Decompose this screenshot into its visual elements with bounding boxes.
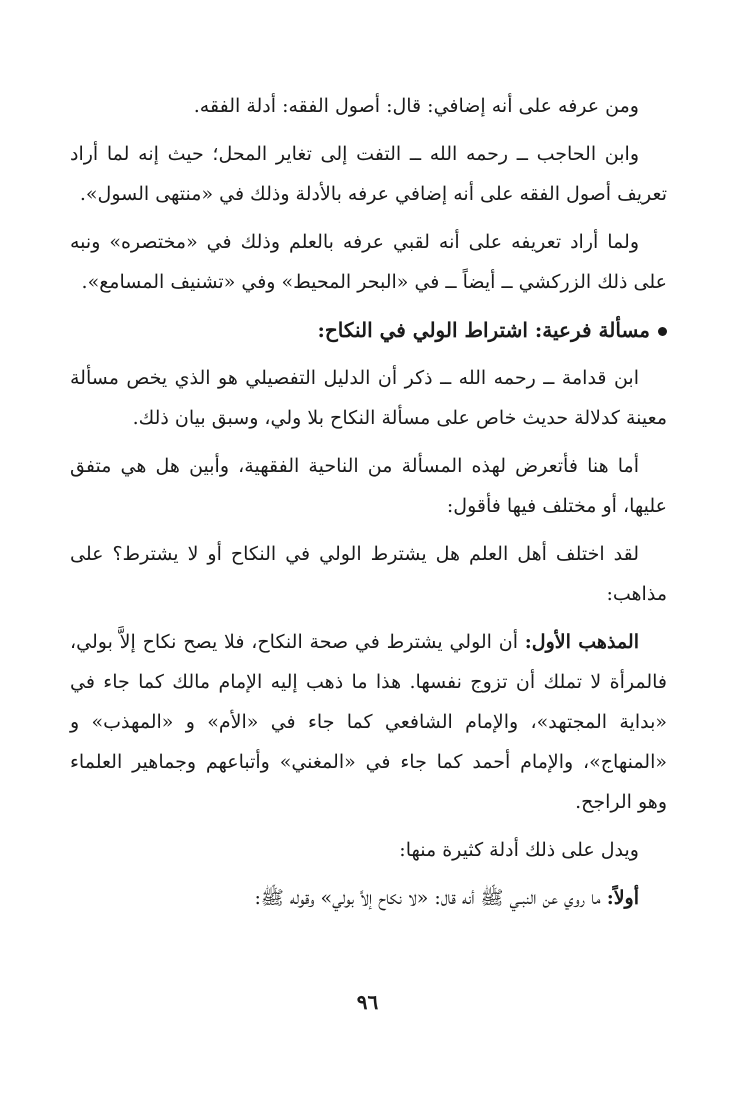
paragraph-4: ابن قدامة ــ رحمه الله ــ ذكر أن الدليل التفصيلي هو الذي يخص مسألة معينة كدلالة حديث خاص على مسألة النكاح بلا ولي، وسبق بيان ذلك. bbox=[70, 367, 667, 429]
paragraph-9 bbox=[70, 878, 667, 918]
paragraph-8: ويدل على ذلك أدلة كثيرة منها: bbox=[399, 839, 639, 861]
bullet-icon bbox=[658, 327, 667, 336]
paragraph-7 bbox=[70, 622, 667, 822]
page-body bbox=[70, 86, 667, 918]
section-heading bbox=[70, 310, 667, 350]
paragraph-5: أما هنا فأتعرض لهذه المسألة من الناحية الفقهية، وأبين هل هي متفق عليها، أو مختلف فيها فأقول: bbox=[70, 455, 667, 517]
paragraph-3: ولما أراد تعريفه على أنه لقبي عرفه بالعلم وذلك في «مختصره» ونبه على ذلك الزركشي ــ أيضاً ــ في «البحر المحيط» وفي «تشنيف المسامع». bbox=[70, 231, 667, 293]
paragraph-6: لقد اختلف أهل العلم هل يشترط الولي في النكاح أو لا يشترط؟ على مذاهب: bbox=[70, 543, 667, 605]
section-heading-text: مسألة فرعية: اشتراط الولي في النكاح: bbox=[317, 318, 650, 342]
paragraph-9-body: ما روي عن النبـي ﷺ أنه قال: «لا نكاح إلاَّ بولي» وقوله ﷺ: bbox=[254, 887, 607, 909]
paragraph-7-lead: المذهب الأول: bbox=[524, 631, 639, 653]
page-number: ٩٦ bbox=[356, 990, 379, 1014]
paragraph-2: وابن الحاجب ــ رحمه الله ــ التفت إلى تغاير المحل؛ حيث إنه لما أراد تعريف أصول الفقه على أنه إضافي عرفه بالأدلة وذلك في «منتهى السول». bbox=[70, 143, 667, 205]
paragraph-9-lead: أولاً: bbox=[606, 887, 639, 909]
paragraph-7-body: أن الولي يشترط في صحة النكاح، فلا يصح نكاح إلاَّ بولي، فالمرأة لا تملك أن تزوج نفسها. هذا ما ذهب إليه الإمام مالك كما جاء في «بداية المجتهد»، والإمام الشافعي كما جاء في «الأم» و «المهذب» و «المنهاج»، والإمام أحمد كما جاء في «المغني» وأتباعهم وجماهير العلماء وهو الراجح. bbox=[70, 631, 667, 813]
paragraph-1: ومن عرفه على أنه إضافي: قال: أصول الفقه: أدلة الفقه. bbox=[193, 95, 639, 117]
